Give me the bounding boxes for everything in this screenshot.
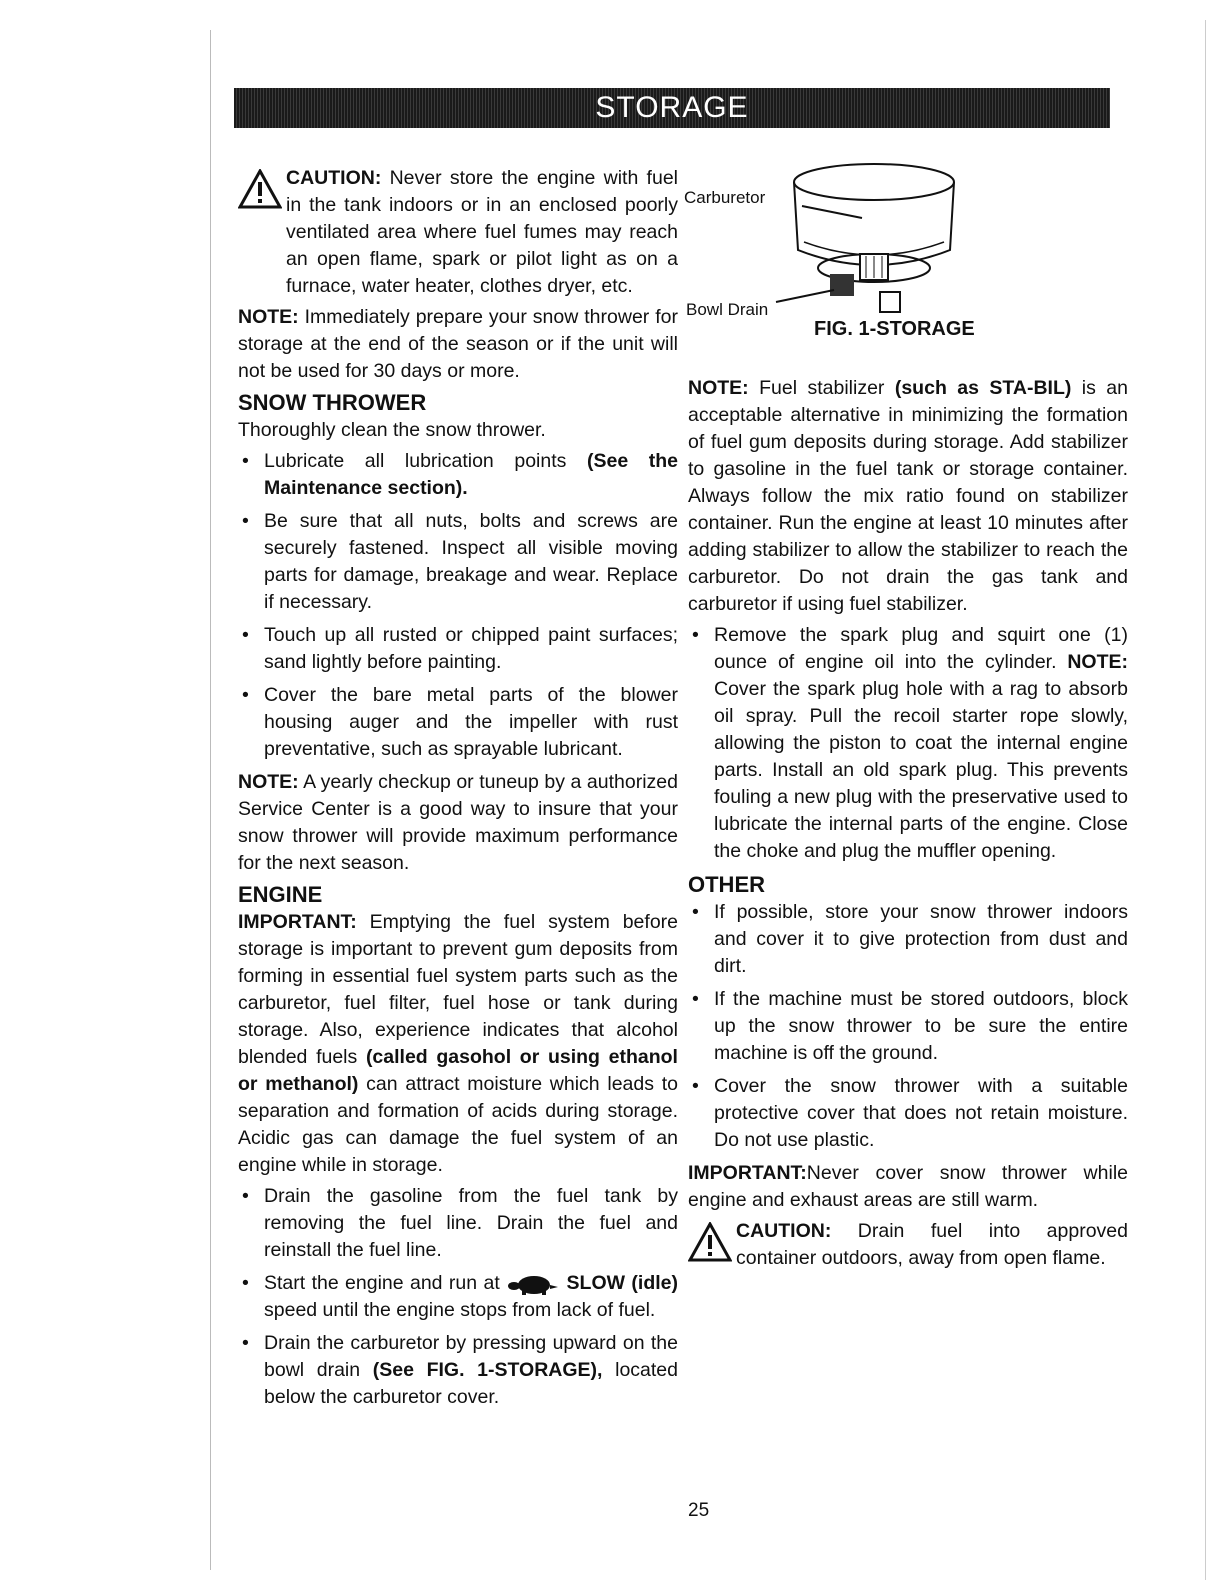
snow-thrower-intro: Thoroughly clean the snow thrower. (238, 419, 546, 441)
note-paragraph (238, 769, 678, 877)
caution-paragraph (238, 165, 678, 300)
engine-heading: ENGINE (238, 882, 323, 907)
left-column (238, 165, 678, 1417)
important-label: IMPORTANT: (238, 911, 357, 933)
list-item: • Be sure that all nuts, bolts and screws are securely fastened. Inspect all visible moving parts for damage, breakage and wear. Replace if necessary. (242, 510, 678, 613)
list-item: • Drain the gasoline from the fuel tank by removing the fuel line. Drain the fuel and reinstall the fuel line. (242, 1185, 678, 1261)
important-paragraph: IMPORTANT:Never cover snow thrower while engine and exhaust areas are still warm. (688, 1162, 1128, 1211)
figure-caption: FIG. 1-STORAGE (814, 318, 975, 340)
important-paragraph: IMPORTANT: Emptying the fuel system before storage is important to prevent gum deposits from forming in essential fuel system parts such as the carburetor, fuel filter, fuel hose or tank during storage. Also, experience indicates that alcohol blended fuels (called gasohol or using ethanol or methanol) can attract moisture which leads to separation and formation of acids during storage. Acidic gas can damage the fuel system of an engine while in storage. (238, 911, 679, 1176)
list-item: • Drain the carburetor by pressing upward on the bowl drain (See FIG. 1-STORAGE), located below the carburetor cover. (242, 1332, 678, 1408)
snow-thrower-list (238, 448, 678, 763)
right-column (688, 375, 1128, 1276)
page-title: STORAGE (595, 91, 749, 124)
list-item: • Start the engine and run at SLOW (idle) speed until the engine stops from lack of fuel. (242, 1272, 679, 1321)
list-item: • Touch up all rusted or chipped paint surfaces; sand lightly before painting. (242, 624, 678, 673)
note-paragraph: NOTE: Fuel stabilizer (such as STA-BIL) is an acceptable alternative in minimizing the formation of fuel gum deposits during storage. Add stabilizer to gasoline in the fuel tank or storage container. Always follow the mix ratio found on stabilizer container. Run the engine at least 10 minutes after adding stabilizer to allow the stabilizer to reach the carburetor. Do not drain the gas tank and carburetor if using fuel stabilizer. (688, 377, 1128, 615)
caution-paragraph: CAUTION: Drain fuel into approved container outdoors, away from open flame. (688, 1218, 1128, 1272)
note-label: NOTE: (238, 306, 299, 328)
engine-list (238, 1183, 678, 1411)
bowl-drain-label: Bowl Drain (686, 300, 769, 319)
list-item: • Remove the spark plug and squirt one (1) ounce of engine oil into the cylinder. NOTE: Cover the spark plug hole with a rag to absorb oil spray. Pull the recoil starter rope slowly, allowing the piston to coat the internal engine parts. Install an old spark plug. This prevents fouling a new plug with the preservative used to lubricate the internal parts of the engine. Close the choke and plug the muffler opening. (692, 624, 1128, 862)
note-paragraph (238, 304, 678, 385)
list-item: • Lubricate all lubrication points (See the Maintenance section). (242, 450, 678, 499)
caution-label: CAUTION: (286, 167, 382, 189)
carburetor-diagram (684, 150, 1124, 320)
list-item: • If the machine must be stored outdoors, block up the snow thrower to be sure the entire machine is off the ground. (692, 988, 1128, 1064)
list-item: • Cover the bare metal parts of the blower housing auger and the impeller with rust preventative, such as sprayable lubricant. (242, 684, 678, 760)
carburetor-label: Carburetor (684, 188, 766, 207)
section-banner (234, 88, 1110, 128)
note-text: Immediately prepare your snow thrower for storage at the end of the season or if the unit will not be used for 30 days or more. (238, 306, 679, 382)
list-item: • If possible, store your snow thrower indoors and cover it to give protection from dust and dirt. (692, 901, 1128, 977)
snow-thrower-heading: SNOW THROWER (238, 390, 427, 415)
fuel-list (688, 622, 1128, 865)
other-list (688, 899, 1128, 1154)
warning-triangle-icon (688, 1222, 732, 1262)
note-text: A yearly checkup or tuneup by a authorized Service Center is a good way to insure that your snow thrower will provide maximum performance for the next season. (238, 771, 678, 874)
page-number: 25 (688, 1500, 710, 1521)
warning-triangle-icon (238, 169, 282, 209)
note-label: NOTE: (238, 771, 299, 793)
list-item: • Cover the snow thrower with a suitable protective cover that does not retain moisture. Do not use plastic. (692, 1075, 1128, 1151)
left-scan-edge (210, 30, 211, 1570)
caution-text: Never store the engine with fuel in the tank indoors or in an enclosed poorly ventilated area where fuel fumes may reach an open flame, spark or pilot light as on a furnace, water heater, clothes dryer, etc. (286, 167, 678, 297)
right-scan-edge (1205, 20, 1206, 1580)
turtle-slow-icon (506, 1273, 560, 1295)
other-heading: OTHER (688, 872, 765, 897)
